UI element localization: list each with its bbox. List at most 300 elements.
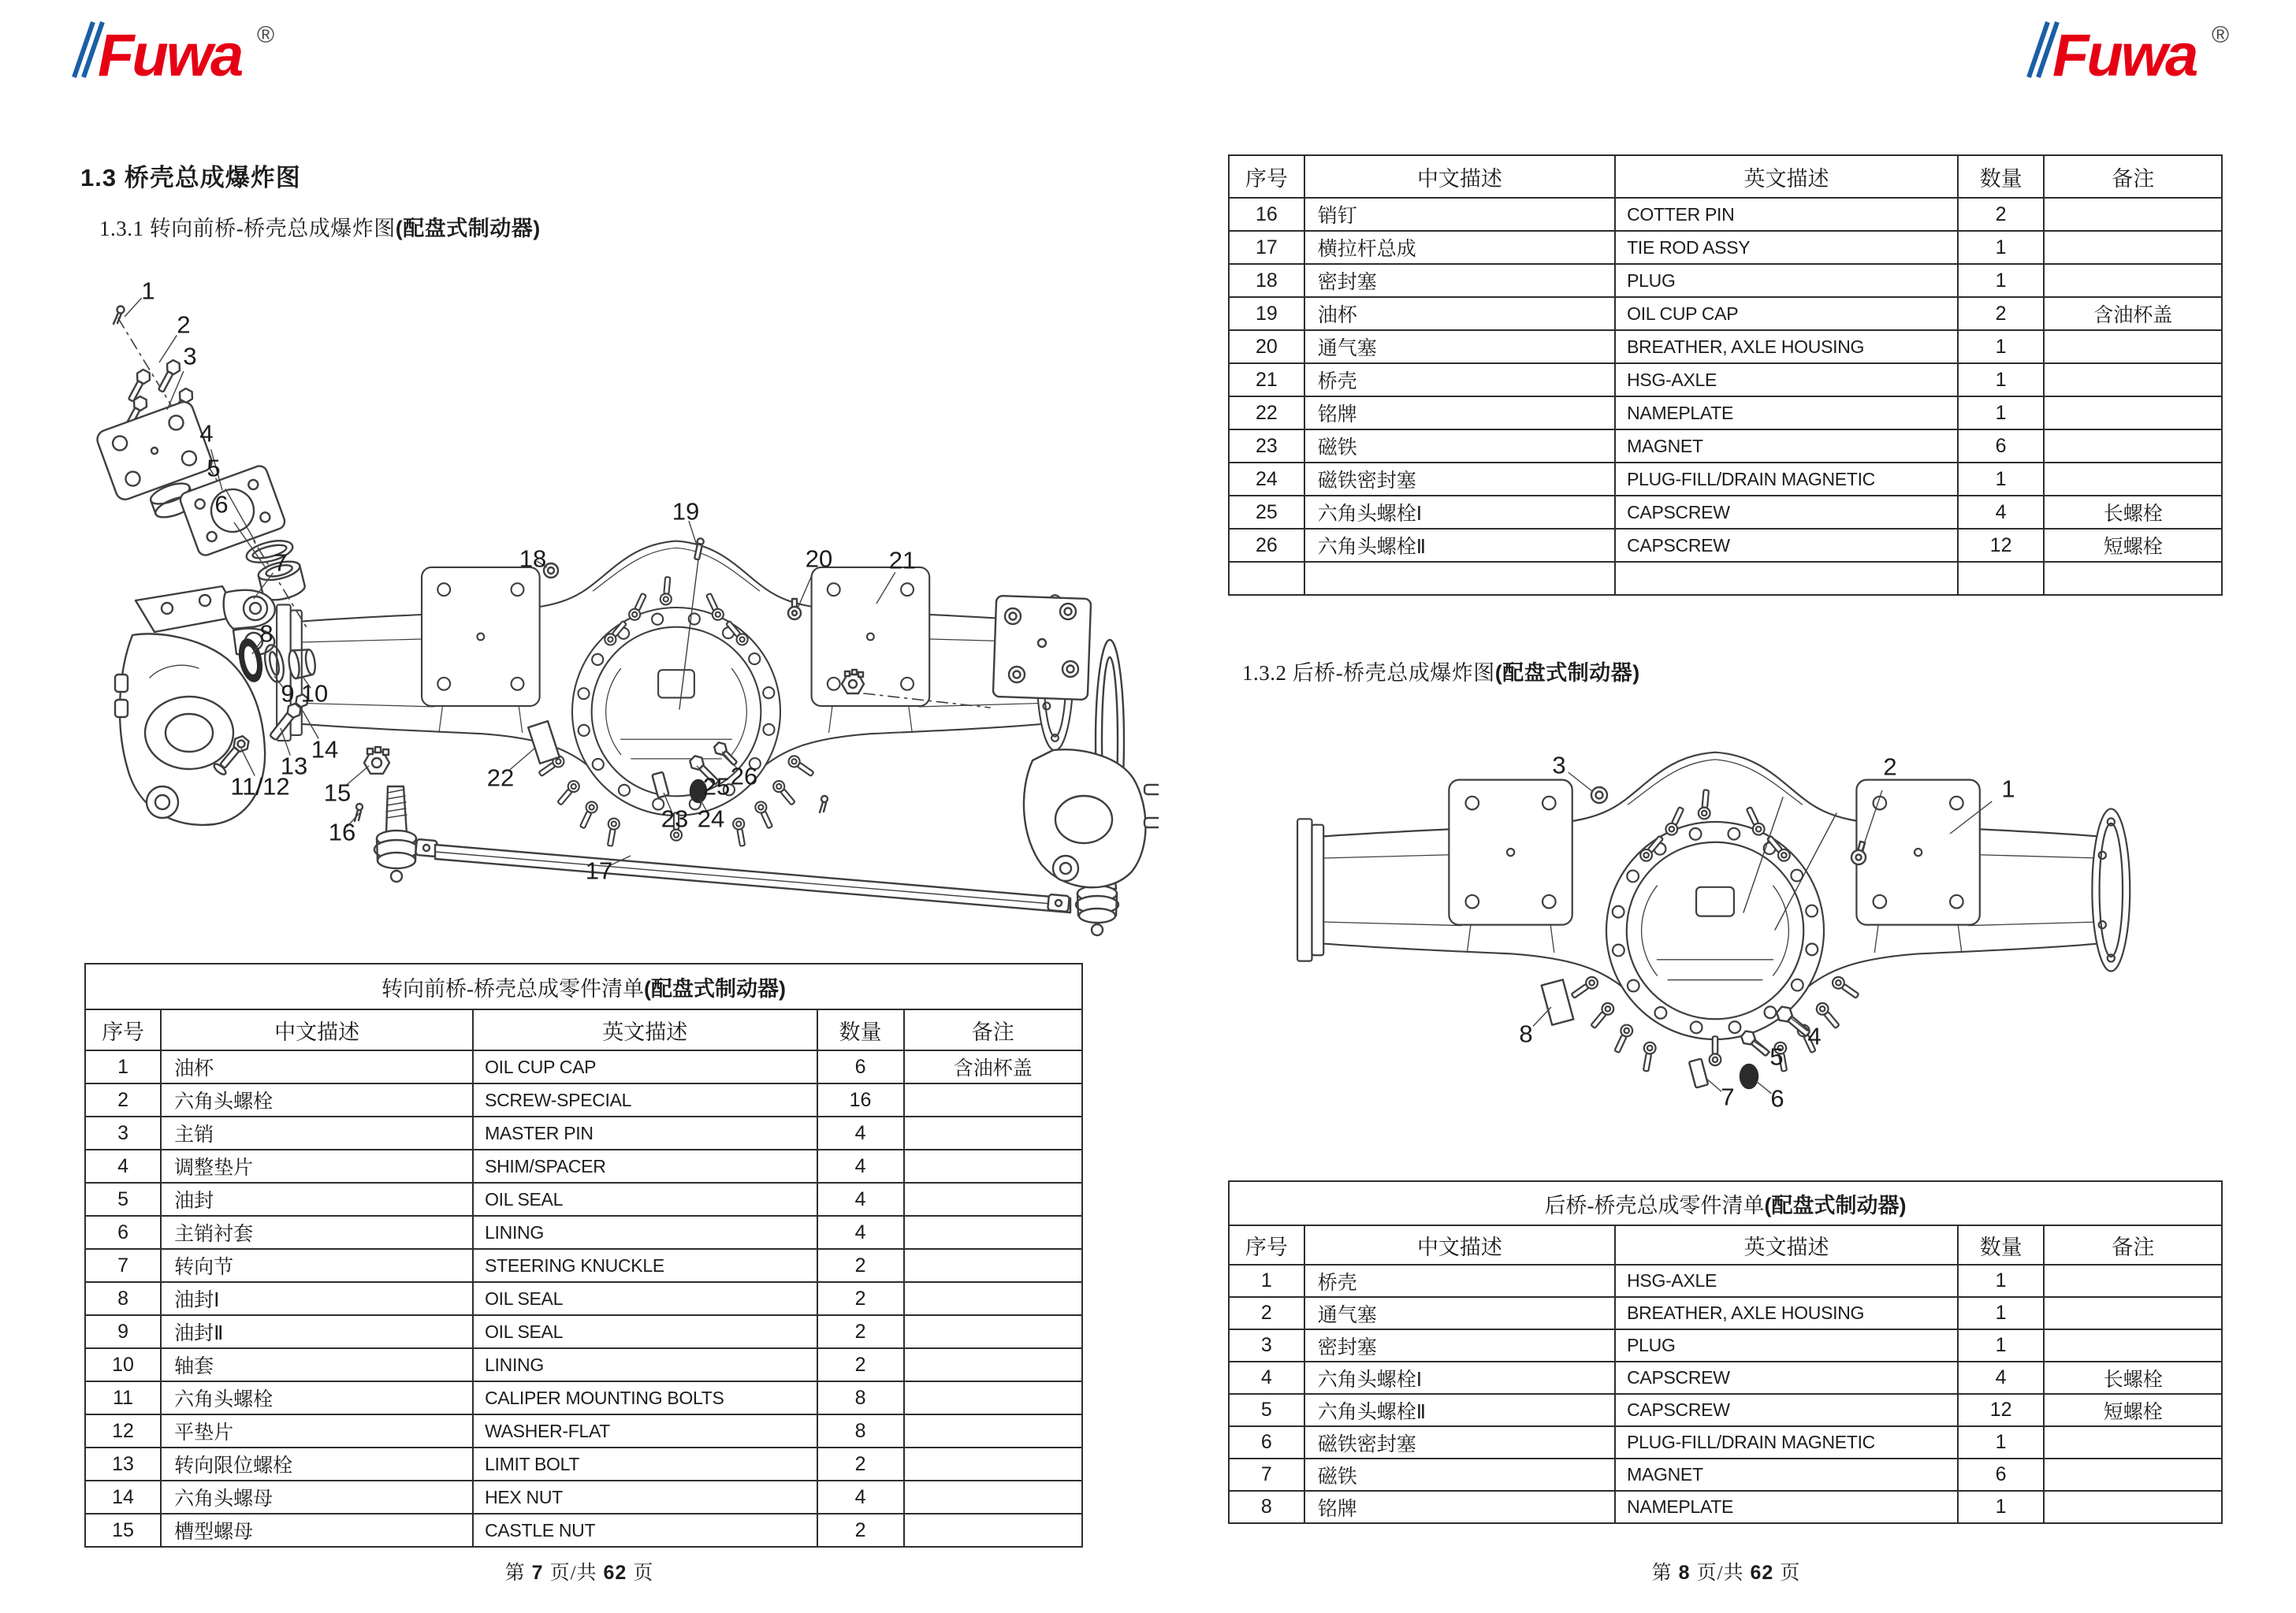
table-cell: 中文描述 (1304, 155, 1615, 198)
callout-label: 9 (281, 679, 295, 708)
table-cell: 8 (85, 1282, 161, 1315)
table-cell (1615, 562, 1958, 595)
table-cell: OIL CUP CAP (473, 1050, 817, 1083)
table-row (1229, 198, 2222, 231)
callout-leader-line (798, 573, 813, 608)
callout-label: 4 (1807, 1022, 1822, 1050)
table-cell: WASHER-FLAT (473, 1414, 817, 1448)
table-cell (904, 1249, 1082, 1282)
table-cell (2044, 463, 2222, 496)
table-cell: 磁铁 (1304, 429, 1615, 463)
table-row (1229, 562, 2222, 595)
table-cell: 密封塞 (1304, 1329, 1615, 1362)
table-cell: 铭牌 (1304, 1491, 1615, 1523)
table-cell: CAPSCREW (1615, 1362, 1958, 1394)
footer-text: 页 (633, 1563, 654, 1584)
callout-label: 5 (1769, 1043, 1784, 1071)
table-cell: 11 (85, 1381, 161, 1414)
table-cell: 4 (817, 1117, 904, 1150)
table-cell: 6 (1958, 429, 2045, 463)
table-row (1229, 363, 2222, 396)
table-cell (904, 1514, 1082, 1547)
table-cell: PLUG-FILL/DRAIN MAGNETIC (1615, 1426, 1958, 1459)
registered-mark-icon: ® (2212, 22, 2230, 48)
table-cell: 4 (85, 1150, 161, 1183)
footer-text: 页/共 (549, 1563, 597, 1584)
table-title: 后桥-桥壳总成零件清单 (1544, 1193, 1765, 1217)
table-cell (904, 1381, 1082, 1414)
callout-label: 17 (585, 857, 613, 885)
callout-label: 16 (328, 818, 356, 846)
table-cell: SCREW-SPECIAL (473, 1083, 817, 1117)
table-cell: COTTER PIN (1615, 198, 1958, 231)
table-cell: 6 (1958, 1459, 2045, 1491)
table-cell: LINING (473, 1216, 817, 1249)
table-cell (904, 1183, 1082, 1216)
table-cell: 1 (1958, 1297, 2045, 1329)
table-cell: 1 (1229, 1265, 1304, 1297)
table-cell: PLUG (1615, 1329, 1958, 1362)
table-cell: 油封Ⅱ (161, 1315, 473, 1348)
table-cell: 3 (1229, 1329, 1304, 1362)
table-row (1229, 297, 2222, 330)
table-cell: 序号 (1229, 1225, 1304, 1265)
callout-label: 7 (1721, 1083, 1735, 1111)
footer-page-number: 7 (531, 1562, 544, 1584)
table-cell: LIMIT BOLT (473, 1448, 817, 1481)
table-cell (1958, 562, 2045, 595)
table-cell: 短螺栓 (2044, 1394, 2222, 1426)
table-cell: 16 (817, 1083, 904, 1117)
table-cell: STEERING KNUCKLE (473, 1249, 817, 1282)
table-cell: 六角头螺栓Ⅰ (1304, 496, 1615, 529)
table-cell: 油封Ⅰ (161, 1282, 473, 1315)
table-row (85, 1282, 1082, 1315)
table-cell: 1 (1958, 264, 2045, 297)
table-cell: 2 (1229, 1297, 1304, 1329)
table-cell: 桥壳 (1304, 363, 1615, 396)
table-cell: 7 (1229, 1459, 1304, 1491)
table-cell: 桥壳 (1304, 1265, 1615, 1297)
table-cell: 1 (1958, 363, 2045, 396)
table-cell: 备注 (2044, 1225, 2222, 1265)
table-cell (1229, 1181, 2222, 1225)
table-title: 转向前桥-桥壳总成零件清单 (381, 976, 644, 1001)
page-number-left (505, 1557, 654, 1585)
table-row (85, 1381, 1082, 1414)
table-row (85, 1348, 1082, 1381)
subsection-heading-text: 1.3.1 转向前桥-桥壳总成爆炸图 (99, 217, 396, 240)
table-cell (2044, 1265, 2222, 1297)
table-cell: 19 (1229, 297, 1304, 330)
table-cell: 1 (1958, 1491, 2045, 1523)
table-cell: BREATHER, AXLE HOUSING (1615, 1297, 1958, 1329)
table-row (85, 964, 1082, 1009)
table-cell: 2 (1958, 297, 2045, 330)
table-cell: 2 (817, 1514, 904, 1547)
table-row (85, 1216, 1082, 1249)
footer-text: 页/共 (1696, 1563, 1744, 1584)
gasket-plate (178, 464, 287, 558)
table-cell: 备注 (904, 1009, 1082, 1050)
callout-label: 25 (702, 772, 731, 801)
table-cell: 17 (1229, 231, 1304, 264)
table-row (85, 1448, 1082, 1481)
table-row (85, 1009, 1082, 1050)
table-cell: 26 (1229, 529, 1304, 562)
table-cell: 转向节 (161, 1249, 473, 1282)
callout-leader-line (125, 298, 142, 317)
table-cell (2044, 562, 2222, 595)
table-cell (2044, 396, 2222, 429)
parts-table-rear-axle (1228, 1180, 2223, 1524)
table-cell: 英文描述 (1615, 155, 1958, 198)
table-cell: PLUG (1615, 264, 1958, 297)
magnet-slug-part (1689, 1059, 1708, 1088)
table-cell: 含油杯盖 (2044, 297, 2222, 330)
table-row (85, 1481, 1082, 1514)
table-cell: CAPSCREW (1615, 529, 1958, 562)
table-cell: 6 (817, 1050, 904, 1083)
table-cell (2044, 330, 2222, 363)
table-row (1229, 1426, 2222, 1459)
section-heading: 1.3 桥壳总成爆炸图 (80, 164, 301, 191)
table-cell: 6 (85, 1216, 161, 1249)
table-cell: 磁铁 (1304, 1459, 1615, 1491)
table-cell: 含油杯盖 (904, 1050, 1082, 1083)
callout-label: 3 (183, 342, 197, 370)
table-cell: 销钉 (1304, 198, 1615, 231)
callout-label: 24 (697, 805, 725, 833)
table-cell (904, 1150, 1082, 1183)
table-cell: 通气塞 (1304, 1297, 1615, 1329)
table-cell (904, 1117, 1082, 1150)
fuwa-logo (63, 16, 284, 88)
table-cell: TIE ROD ASSY (1615, 231, 1958, 264)
table-cell (2044, 264, 2222, 297)
table-cell: OIL SEAL (473, 1315, 817, 1348)
table-cell: 1 (85, 1050, 161, 1083)
table-cell: 2 (1958, 198, 2045, 231)
callout-label: 18 (519, 544, 547, 573)
table-row (1229, 496, 2222, 529)
table-row (1229, 1394, 2222, 1426)
table-cell (2044, 363, 2222, 396)
table-row (1229, 1181, 2222, 1225)
table-cell: 5 (1229, 1394, 1304, 1426)
castle-nut-right (842, 670, 864, 693)
subsection-heading-front-axle (99, 211, 541, 242)
table-row (1229, 330, 2222, 363)
table-row (1229, 429, 2222, 463)
table-cell (904, 1448, 1082, 1481)
table-cell: 通气塞 (1304, 330, 1615, 363)
left-page-margin-bar (0, 0, 28, 1613)
table-cell (2044, 198, 2222, 231)
table-row (1229, 529, 2222, 562)
table-cell: MAGNET (1615, 1459, 1958, 1491)
fuwa-logo-text: Fuwa (2052, 22, 2197, 88)
table-cell: 1 (1958, 396, 2045, 429)
table-cell (904, 1315, 1082, 1348)
table-cell: CAPSCREW (1615, 1394, 1958, 1426)
tie-rod (374, 786, 1118, 935)
fuwa-logo (2018, 16, 2238, 88)
callout-label: 23 (661, 805, 689, 833)
right-knuckle-assembly (993, 596, 1159, 887)
footer-total-pages: 62 (1750, 1562, 1774, 1584)
table-cell: 3 (85, 1117, 161, 1150)
table-cell: HSG-AXLE (1615, 363, 1958, 396)
exploded-diagram-rear-axle (1277, 733, 2278, 1162)
table-cell (1304, 562, 1615, 595)
table-cell: SHIM/SPACER (473, 1150, 817, 1183)
callout-label: 22 (486, 764, 515, 792)
table-cell: 8 (817, 1381, 904, 1414)
table-cell: 4 (1958, 496, 2045, 529)
footer-text: 第 (1651, 1563, 1673, 1584)
table-cell: 轴套 (161, 1348, 473, 1381)
callout-label: 6 (214, 490, 229, 518)
table-cell (904, 1414, 1082, 1448)
table-cell: 短螺栓 (2044, 529, 2222, 562)
table-cell: 14 (85, 1481, 161, 1514)
table-cell: 油杯 (161, 1050, 473, 1083)
table-cell: BREATHER, AXLE HOUSING (1615, 330, 1958, 363)
footer-text: 第 (504, 1563, 526, 1584)
table-row (1229, 264, 2222, 297)
table-cell: CAPSCREW (1615, 496, 1958, 529)
table-cell: 数量 (1958, 1225, 2045, 1265)
table-row (1229, 1362, 2222, 1394)
table-cell (2044, 1459, 2222, 1491)
table-cell: CASTLE NUT (473, 1514, 817, 1547)
parts-table-front-axle (84, 963, 1083, 1548)
table-cell: 数量 (1958, 155, 2045, 198)
callout-label: 2 (177, 310, 191, 339)
table-cell: 主销衬套 (161, 1216, 473, 1249)
subsection-heading-rear-axle (1242, 656, 1640, 686)
table-cell: 2 (817, 1448, 904, 1481)
table-cell: 槽型螺母 (161, 1514, 473, 1547)
parts-table-front-axle-continued (1228, 154, 2223, 596)
table-cell: 序号 (1229, 155, 1304, 198)
callout-label: 8 (259, 619, 274, 648)
table-cell: 油封 (161, 1183, 473, 1216)
table-cell: 24 (1229, 463, 1304, 496)
table-cell (2044, 1297, 2222, 1329)
table-cell: 调整垫片 (161, 1150, 473, 1183)
callout-label: 19 (672, 497, 700, 526)
callout-label: 11/12 (230, 772, 290, 801)
table-cell: 备注 (2044, 155, 2222, 198)
exploded-diagram-front-axle (63, 268, 1159, 989)
callout-label: 1 (141, 277, 155, 305)
footer-total-pages: 62 (603, 1562, 627, 1584)
table-cell: 密封塞 (1304, 264, 1615, 297)
table-row (1229, 1265, 2222, 1297)
callout-label: 10 (300, 679, 329, 708)
table-row (85, 1150, 1082, 1183)
callout-label: 1 (2001, 775, 2015, 803)
table-cell: 2 (817, 1282, 904, 1315)
table-cell: 中文描述 (161, 1009, 473, 1050)
callout-label: 7 (274, 548, 288, 577)
table-cell: HSG-AXLE (1615, 1265, 1958, 1297)
table-cell: 序号 (85, 1009, 161, 1050)
table-cell: 4 (817, 1216, 904, 1249)
table-cell: 4 (817, 1150, 904, 1183)
table-cell (904, 1348, 1082, 1381)
castle-nut (364, 747, 389, 774)
table-cell: 长螺栓 (2044, 1362, 2222, 1394)
table-cell: 主销 (161, 1117, 473, 1150)
table-cell: 六角头螺栓Ⅰ (1304, 1362, 1615, 1394)
table-cell: 磁铁密封塞 (1304, 463, 1615, 496)
callout-label: 5 (207, 454, 221, 482)
table-cell: 15 (85, 1514, 161, 1547)
nameplate-part (1542, 979, 1574, 1024)
page-number-right (1652, 1557, 1801, 1585)
callout-label: 15 (323, 779, 352, 807)
table-row (1229, 231, 2222, 264)
table-cell: 英文描述 (473, 1009, 817, 1050)
table-cell: LINING (473, 1348, 817, 1381)
table-row (85, 1315, 1082, 1348)
capscrew-short (1739, 1028, 1772, 1059)
callout-leader-line (1756, 1081, 1771, 1094)
table-cell: 20 (1229, 330, 1304, 363)
table-row (85, 1050, 1082, 1083)
table-cell: 1 (1958, 1329, 2045, 1362)
table-cell: 2 (817, 1348, 904, 1381)
table-cell: 1 (1958, 1426, 2045, 1459)
table-cell: 转向限位螺栓 (161, 1448, 473, 1481)
table-cell: 16 (1229, 198, 1304, 231)
table-row (85, 1083, 1082, 1117)
table-cell: 8 (817, 1414, 904, 1448)
subsection-heading-bold: (配盘式制动器) (395, 217, 541, 240)
table-title-bold: (配盘式制动器) (644, 976, 786, 1001)
table-cell: CALIPER MOUNTING BOLTS (473, 1381, 817, 1414)
table-cell (1229, 562, 1304, 595)
table-cell: OIL CUP CAP (1615, 297, 1958, 330)
callout-label: 13 (280, 752, 308, 780)
table-cell: 中文描述 (1304, 1225, 1615, 1265)
table-cell: 4 (817, 1183, 904, 1216)
table-cell: 12 (1958, 529, 2045, 562)
callout-leader-line (1533, 1007, 1551, 1026)
table-cell: 1 (1958, 231, 2045, 264)
table-cell: 6 (1229, 1426, 1304, 1459)
table-cell: 铭牌 (1304, 396, 1615, 429)
callout-leader-line (159, 335, 177, 362)
table-cell: 长螺栓 (2044, 496, 2222, 529)
fuwa-logo-text: Fuwa (98, 22, 242, 88)
table-cell: 2 (817, 1249, 904, 1282)
table-row (1229, 1491, 2222, 1523)
footer-text: 页 (1780, 1563, 1801, 1584)
table-row (1229, 155, 2222, 198)
callout-label: 2 (1883, 753, 1897, 781)
registered-mark-icon: ® (257, 22, 275, 48)
table-cell: 10 (85, 1348, 161, 1381)
table-row (85, 1183, 1082, 1216)
table-row (1229, 463, 2222, 496)
table-cell: 5 (85, 1183, 161, 1216)
magnet-plug-part (1740, 1065, 1758, 1088)
table-cell: 18 (1229, 264, 1304, 297)
table-row (85, 1117, 1082, 1150)
table-cell: 2 (817, 1315, 904, 1348)
table-cell: 22 (1229, 396, 1304, 429)
table-cell: 21 (1229, 363, 1304, 396)
table-cell: 英文描述 (1615, 1225, 1958, 1265)
table-cell: 12 (1958, 1394, 2045, 1426)
callout-label: 3 (1552, 751, 1566, 779)
tie-rod-cotter-pin (355, 804, 363, 821)
table-cell: 2 (85, 1083, 161, 1117)
callout-label: 14 (311, 735, 339, 764)
table-cell (2044, 1491, 2222, 1523)
callout-label: 26 (730, 762, 758, 790)
table-cell: PLUG-FILL/DRAIN MAGNETIC (1615, 463, 1958, 496)
table-cell: OIL SEAL (473, 1183, 817, 1216)
table-cell: 8 (1229, 1491, 1304, 1523)
table-cell: 1 (1958, 330, 2045, 363)
table-cell: 六角头螺栓Ⅱ (1304, 529, 1615, 562)
table-cell (904, 1282, 1082, 1315)
table-row (1229, 1297, 2222, 1329)
table-cell: 1 (1958, 463, 2045, 496)
table-cell: 磁铁密封塞 (1304, 1426, 1615, 1459)
table-row (1229, 396, 2222, 429)
callout-label: 6 (1770, 1084, 1784, 1113)
table-cell (85, 964, 1082, 1009)
table-cell (2044, 1426, 2222, 1459)
callout-label: 8 (1519, 1020, 1533, 1048)
nameplate-part (528, 721, 560, 764)
table-cell: 横拉杆总成 (1304, 231, 1615, 264)
table-cell: 4 (817, 1481, 904, 1514)
table-row (1229, 1459, 2222, 1491)
table-cell: OIL SEAL (473, 1282, 817, 1315)
table-row (1229, 1329, 2222, 1362)
table-row (85, 1514, 1082, 1547)
subsection-heading-bold: (配盘式制动器) (1494, 661, 1640, 685)
table-cell (2044, 1329, 2222, 1362)
table-row (1229, 1225, 2222, 1265)
table-title-bold: (配盘式制动器) (1764, 1193, 1907, 1217)
table-cell: MAGNET (1615, 429, 1958, 463)
footer-page-number: 8 (1678, 1562, 1691, 1584)
table-cell: MASTER PIN (473, 1117, 817, 1150)
table-cell: 六角头螺栓 (161, 1381, 473, 1414)
table-cell: 9 (85, 1315, 161, 1348)
table-cell: 数量 (817, 1009, 904, 1050)
table-cell (904, 1083, 1082, 1117)
table-cell: 4 (1958, 1362, 2045, 1394)
table-cell: 平垫片 (161, 1414, 473, 1448)
table-cell: 1 (1958, 1265, 2045, 1297)
table-cell: 油杯 (1304, 297, 1615, 330)
plug-part (1591, 787, 1607, 803)
table-cell (2044, 231, 2222, 264)
table-cell: 六角头螺栓Ⅱ (1304, 1394, 1615, 1426)
callout-label: 20 (805, 544, 833, 573)
table-cell: 13 (85, 1448, 161, 1481)
table-row (85, 1414, 1082, 1448)
